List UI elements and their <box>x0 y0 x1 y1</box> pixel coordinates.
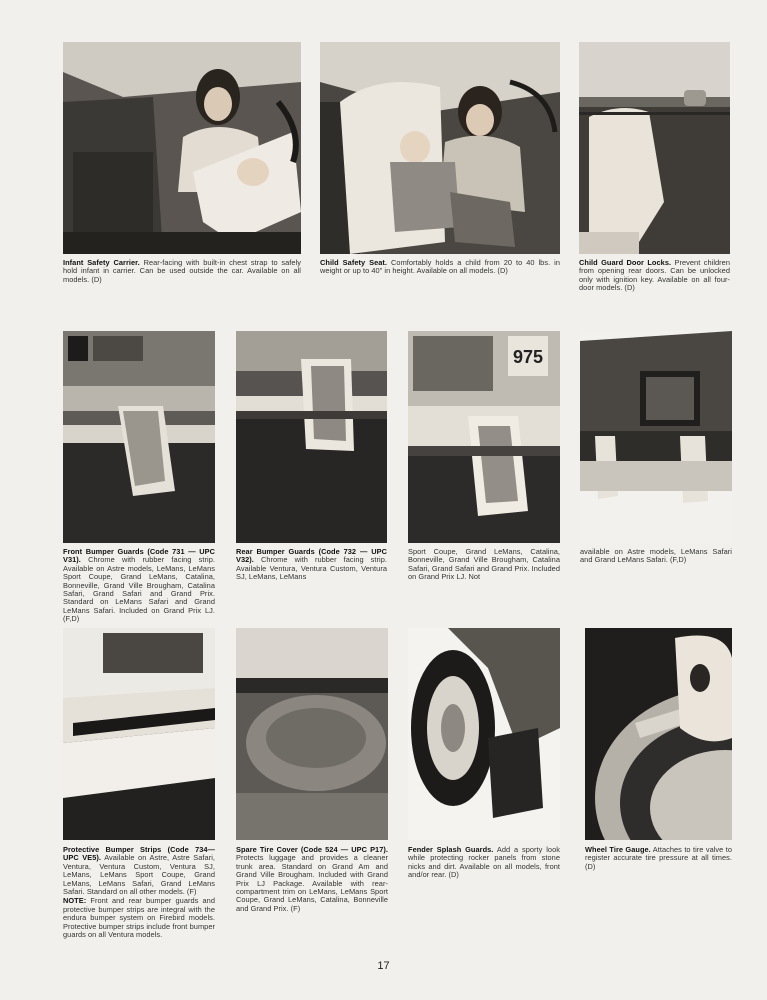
page-number: 17 <box>377 960 390 972</box>
item-body: Chrome with rubber facing strip. Available Ventura, Ventura Custom, Ventura SJ, LeMans, LeMans <box>236 555 387 582</box>
item-title: Infant Safety Carrier. <box>63 258 140 267</box>
infant-safety-carrier-photo <box>63 42 301 254</box>
wheel-tire-gauge-photo <box>585 628 732 840</box>
item-title: Protective Bumper Strips (Code 734— UPC VE5). <box>63 845 215 863</box>
rear-bumper-guards-caption-cont-2 <box>580 548 732 565</box>
child-safety-seat-photo <box>320 42 560 254</box>
item-title: Wheel Tire Gauge. <box>585 845 651 854</box>
child-safety-seat-caption <box>320 259 560 276</box>
rear-bumper-guards-caption-cont-1 <box>408 548 560 582</box>
note-label: NOTE: <box>63 896 87 906</box>
wheel-tire-gauge-caption <box>585 846 732 871</box>
item-body: Add a sporty look while protecting rocker panels from stone nicks and dirt. Available on all models, front and/or rear. (D) <box>408 845 560 880</box>
fender-splash-guards-caption <box>408 846 560 880</box>
fender-splash-guards-photo <box>408 628 560 840</box>
infant-safety-carrier-caption <box>63 259 301 284</box>
item-body: available on Astre models, LeMans Safari and Grand LeMans Safari. (F,D) <box>580 547 732 565</box>
item-body: Rear-facing with built-in chest strap to safely hold infant in carrier. Can be used outside the car. Available on all models. (D) <box>63 258 302 284</box>
item-title: Spare Tire Cover (Code 524 — UPC P17). <box>236 845 388 854</box>
item-title: Fender Splash Guards. <box>408 845 494 854</box>
item-title: Child Safety Seat. <box>320 258 388 267</box>
child-guard-door-locks-caption <box>579 259 730 293</box>
firebird-rear-bumper-photo <box>580 331 732 543</box>
item-body: Sport Coupe, Grand LeMans, Catalina, Bonneville, Grand Ville Brougham, Catalina Safari, Grand Safari and Grand Prix. Included on Grand Prix LJ. Not <box>408 547 560 582</box>
item-title: Child Guard Door Locks. <box>579 258 672 267</box>
item-title: Front Bumper Guards (Code 731 — UPC V31). <box>63 547 215 565</box>
item-body: Available on Astre, Astre Safari, Ventura, Ventura Custom, Ventura SJ, LeMans, LeMans Sport Coupe, Grand LeMans, LeMans Safari, Grand LeMans Safari. Standard on all other models. (F) <box>63 853 215 897</box>
item-body: Prevent children from opening rear doors. Can be unlocked only with ignition key. Available on all four-door models. (D) <box>579 258 730 293</box>
rear-bumper-guards-photo-2 <box>408 331 560 543</box>
rear-bumper-guards-photo <box>236 331 387 543</box>
spare-tire-cover-caption <box>236 846 388 913</box>
child-guard-door-locks-photo <box>579 42 730 254</box>
front-bumper-guards-photo <box>63 331 215 543</box>
protective-bumper-strips-caption <box>63 846 215 939</box>
front-bumper-guards-caption <box>63 548 215 624</box>
note-body: Front and rear bumper guards and protective bumper strips are integral with the endura bumper system on Firebird models. Protective bumper strips include front bumper guards on all Ventura models. <box>63 896 216 940</box>
item-title: Rear Bumper Guards (Code 732 — UPC V32). <box>236 547 387 565</box>
item-body: Chrome with rubber facing strip. Available on Astre models, LeMans, LeMans Sport Coupe, Grand LeMans, Catalina, Bonneville, Grand Ville Brougham, Catalina Safari, Grand Safari and Grand Prix. Standard on LeMans Safari and Grand LeMans Safari. Included on Grand Prix LJ. (F,D) <box>63 555 215 624</box>
item-body: Protects luggage and provides a cleaner trunk area. Standard on Grand Am and Grand Ville Brougham. Included with Grand Prix LJ Package. Available with rear-compartment trim on LeMans, LeMans Sport Coupe, Grand LeMans, Catalina, Bonneville and Grand Prix. (F) <box>236 853 388 913</box>
protective-bumper-strips-photo <box>63 628 215 840</box>
rear-bumper-guards-caption <box>236 548 387 582</box>
license-plate-text: 975 <box>512 347 544 367</box>
item-body: Comfortably holds a child from 20 to 40 lbs. in weight or up to 40" in height. Available on all models. (D) <box>320 258 561 276</box>
spare-tire-cover-photo <box>236 628 388 840</box>
item-body: Attaches to tire valve to register accurate tire pressure at all times. (D) <box>585 845 732 871</box>
